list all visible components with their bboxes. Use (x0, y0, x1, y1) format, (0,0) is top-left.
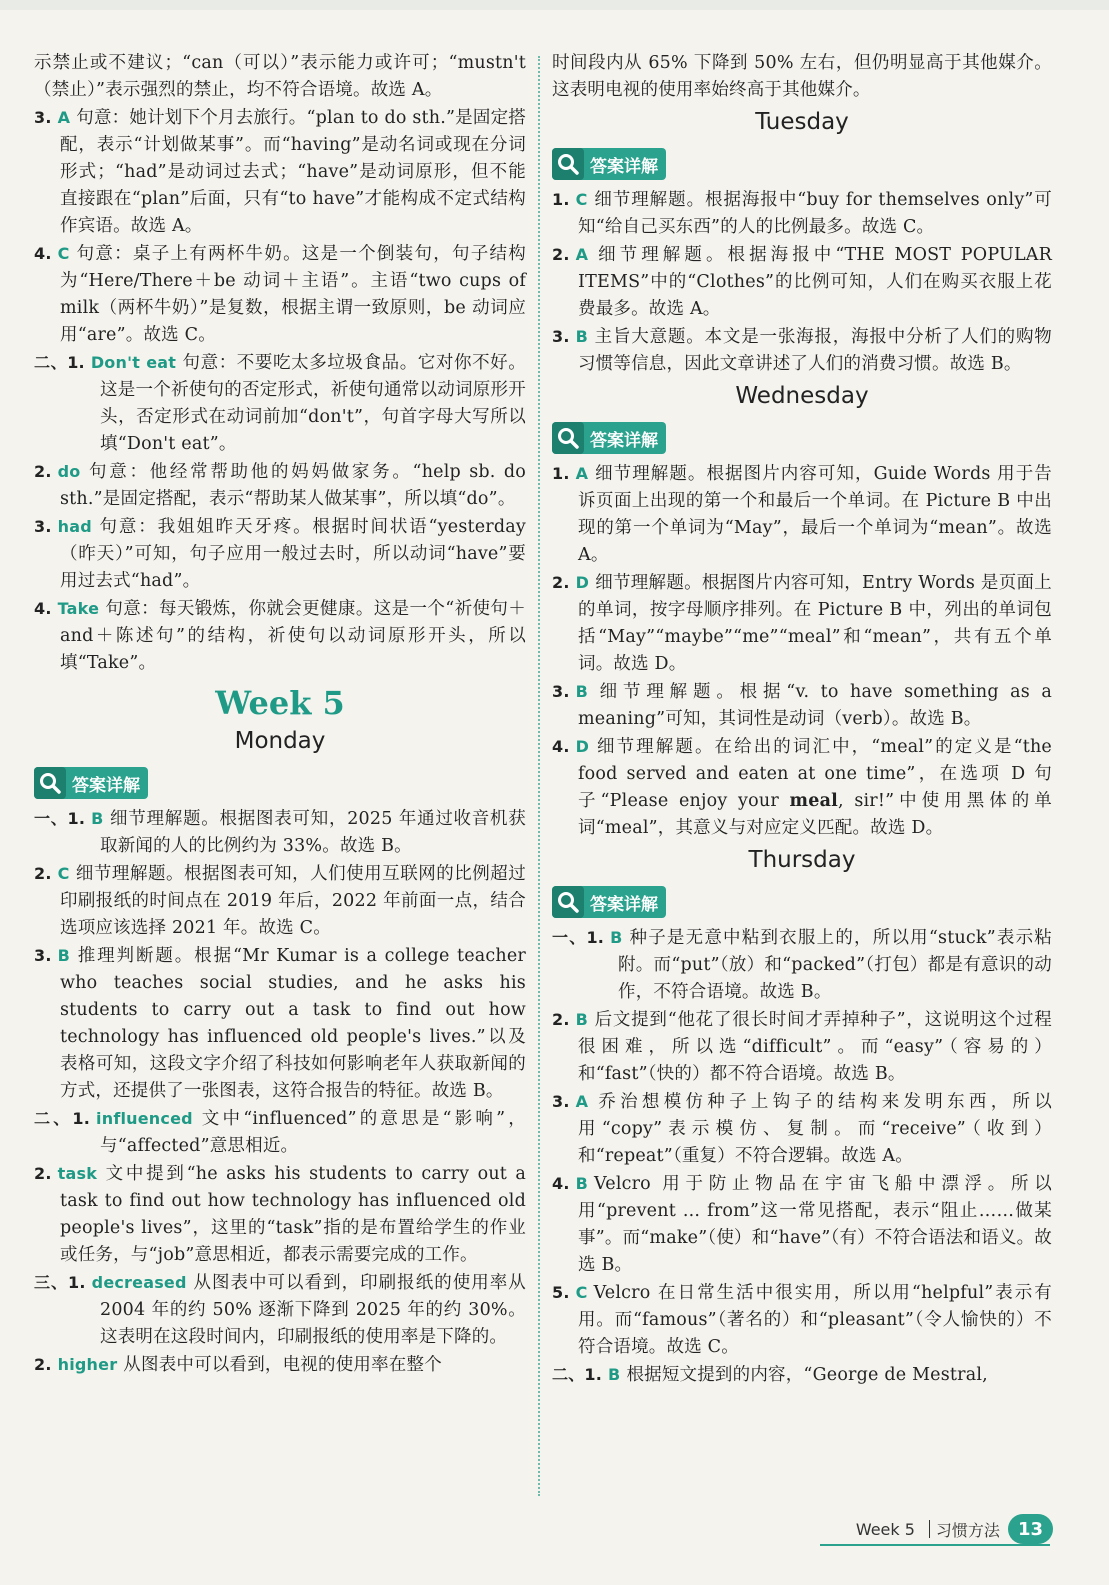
item-answer: B (575, 327, 589, 346)
item-number: 5. (552, 1283, 570, 1302)
footer-week: Week 5 (855, 1519, 915, 1539)
item-explanation-post: , sir!”中使用黑体的单词“meal”，其意义与对应定义匹配。故选 D。 (578, 791, 1052, 838)
left-item-4 (34, 240, 526, 349)
item-answer: B (608, 1365, 621, 1384)
tuesday-title: Tuesday (755, 109, 849, 135)
item-answer: do (57, 462, 81, 481)
item-explanation: 细节理解题。根据图表可知，2025 年通过收音机获取新闻的人的比例约为 33%。故选 B。 (100, 809, 526, 856)
badge-label: 答案详解 (590, 894, 658, 915)
wednesday-title: Wednesday (735, 383, 869, 409)
page-number: 13 (1008, 1514, 1053, 1544)
item-explanation: 句意：她计划下个月去旅行。“plan to do sth.”是固定搭配，表示“计划做某事”。而“having”是动名词或现在分词形式；“had”是动词过去式；“have”是动词原形，但不能直接跟在“plan”后面，只有“to have”才能构成不定式结构作宾语。故选 A。 (60, 108, 526, 236)
item-number: 2. (552, 573, 570, 592)
item-number: 3. (552, 327, 570, 346)
item-explanation: 句意：不要吃太多垃圾食品。它对你不好。这是一个祈使句的否定形式，祈使句通常以动词原形开头，否定形式在动词前加“don't”，句首字母大写所以填“Don't eat”。 (100, 353, 526, 454)
item-answer: B (575, 1174, 589, 1193)
left-section2-item-4 (34, 595, 526, 677)
answer-badge-tuesday (552, 148, 666, 180)
item-answer: higher (57, 1355, 118, 1374)
thursday-item-2 (552, 1006, 1052, 1088)
monday-s2-item-1 (34, 1105, 526, 1160)
footer-separator (929, 1520, 930, 1538)
item-answer: decreased (91, 1273, 187, 1292)
item-number: 1. (67, 809, 86, 828)
item-answer: D (575, 737, 590, 756)
item-number: 2. (34, 1355, 52, 1374)
left-section2-item-1 (34, 349, 526, 458)
item-answer: C (57, 244, 70, 263)
item-answer: C (57, 864, 70, 883)
monday-s2-item-2 (34, 1160, 526, 1269)
badge-label: 答案详解 (590, 430, 658, 451)
answer-badge-wednesday (552, 422, 666, 454)
item-number: 4. (34, 599, 52, 618)
item-answer: C (575, 190, 588, 209)
item-explanation: 根据短文提到的内容，“George de Mestral, (626, 1365, 988, 1385)
item-explanation: Velcro 在日常生活中很实用，所以用“helpful”表示有用。而“famous”（著名的）和“pleasant”（令人愉快的）不符合语境。故选 C。 (578, 1283, 1052, 1357)
item-number: 2. (34, 1164, 52, 1183)
search-icon (552, 886, 584, 918)
search-icon (34, 767, 66, 799)
item-explanation: 从图表中可以看到，印刷报纸的使用率从 2004 年的约 50% 逐渐下降到 2025 年的约 30%。这表明在这段时间内，印刷报纸的使用率是下降的。 (100, 1273, 526, 1347)
column-divider (538, 56, 540, 1496)
item-number: 1. (552, 464, 570, 483)
item-answer: had (57, 517, 92, 536)
item-number: 4. (34, 244, 52, 263)
item-explanation-pre: 细节理解题。在给出的词汇中，“meal”的定义是“the food served and eaten at one time”，在选项 D 句子“Please enjoy your (578, 737, 1052, 811)
item-explanation: 句意：他经常帮助他的妈妈做家务。“help sb. do sth.”是固定搭配，表示“帮助某人做某事”，所以填“do”。 (60, 462, 526, 509)
item-number: 3. (34, 108, 52, 127)
left-section2-item-2 (34, 458, 526, 513)
left-item-3 (34, 104, 526, 240)
item-number: 4. (552, 1174, 570, 1193)
item-explanation: 乔治想模仿种子上钩子的结构来发明东西，所以用“copy”表示模仿、复制。而“receive”（收到）和“repeat”（重复）不符合逻辑。故选 A。 (578, 1092, 1052, 1166)
thursday-item-3 (552, 1088, 1052, 1170)
section-label: 二、 (34, 353, 68, 372)
item-number: 2. (552, 1010, 570, 1029)
footer-line (820, 1544, 1050, 1546)
section-label: 一、 (34, 809, 68, 828)
item-number: 3. (552, 682, 570, 701)
wednesday-item-4 (552, 733, 1052, 842)
item-explanation: Velcro 用于防止物品在宇宙飞船中漂浮。所以用“prevent ... from”这一常见搭配，表示“阻止……做某事”。而“make”（使）和“have”（有）不符合语法和语义。故选 B。 (578, 1174, 1052, 1275)
page-footer (856, 1514, 1053, 1544)
item-explanation: 细节理解题。根据图表可知，人们使用互联网的比例超过印刷报纸的时间点在 2019 年后，2022 年前面一点，结合选项应该选择 2021 年。故选 C。 (60, 864, 526, 938)
item-number: 1. (67, 353, 85, 372)
left-section2-item-3 (34, 513, 526, 595)
monday-s1-item-3 (34, 942, 526, 1105)
badge-label: 答案详解 (590, 156, 658, 177)
thursday-s2-item-1 (552, 1361, 1052, 1389)
monday-s1-item-1 (34, 805, 526, 860)
item-explanation: 句意：每天锻炼，你就会更健康。这是一个“祈使句＋and＋陈述句”的结构，祈使句以动词原形开头，所以填“Take”。 (60, 599, 526, 673)
item-number: 4. (552, 737, 570, 756)
item-explanation: 细节理解题。根据海报中“buy for themselves only”可知“给自己买东西”的人的比例最多。故选 C。 (578, 190, 1052, 237)
item-number: 2. (34, 462, 52, 481)
item-number: 3. (34, 946, 52, 965)
right-intro: 时间段内从 65% 下降到 50% 左右，但仍明显高于其他媒介。这表明电视的使用率始终高于其他媒介。 (552, 53, 1052, 100)
item-explanation: 细节理解题。根据“v. to have something as a meaning”可知，其词性是动词（verb）。故选 B。 (578, 682, 1052, 729)
thursday-title: Thursday (748, 847, 856, 873)
item-number: 2. (34, 864, 52, 883)
item-answer: B (575, 682, 589, 701)
item-answer: influenced (96, 1109, 193, 1128)
section-label: 二、 (34, 1109, 73, 1128)
item-explanation: 从图表中可以看到，电视的使用率在整个 (123, 1355, 442, 1375)
item-answer: task (57, 1164, 98, 1183)
section-label: 三、 (34, 1273, 69, 1292)
item-number: 3. (552, 1092, 570, 1111)
tuesday-item-3 (552, 323, 1052, 378)
item-explanation: 文中“influenced”的意思是“影响”，与“affected”意思相近。 (100, 1109, 526, 1156)
monday-title: Monday (234, 728, 326, 754)
item-explanation: 句意：桌子上有两杯牛奶。这是一个倒装句，句子结构为“Here/There＋be 动词＋主语”。主语“two cups of milk（两杯牛奶）”是复数，根据主谓一致原则，be 动词应用“are”。故选 C。 (60, 244, 526, 345)
bold-word: meal (789, 791, 838, 811)
right-column (552, 50, 1052, 1389)
left-column (34, 50, 526, 1379)
item-explanation: 细节理解题。根据图片内容可知，Entry Words 是页面上的单词，按字母顺序排列。在 Picture B 中，列出的单词包括“May”“maybe”“me”“meal”和“mean”，共有五个单词。故选 D。 (578, 573, 1052, 674)
item-answer: A (575, 1092, 589, 1111)
item-number: 1. (586, 928, 605, 947)
item-answer: B (91, 809, 104, 828)
item-answer: Take (57, 599, 100, 618)
item-answer: A (575, 464, 589, 483)
item-answer: B (57, 946, 71, 965)
item-number: 1. (72, 1109, 91, 1128)
thursday-item-5 (552, 1279, 1052, 1361)
answer-badge-monday (34, 767, 148, 799)
week-title: Week 5 (215, 684, 345, 722)
item-answer: B (575, 1010, 589, 1029)
section-label: 一、 (552, 928, 587, 947)
top-band (0, 0, 1109, 10)
item-explanation: 句意：我姐姐昨天牙疼。根据时间状语“yesterday（昨天）”可知，句子应用一般过去时，所以动词“have”要用过去式“had”。 (60, 517, 526, 591)
monday-s1-item-2 (34, 860, 526, 942)
item-answer: Don't eat (90, 353, 177, 372)
item-number: 1. (68, 1273, 86, 1292)
item-answer: C (575, 1283, 588, 1302)
item-number: 3. (34, 517, 52, 536)
item-explanation: 后文提到“他花了很长时间才弄掉种子”，这说明这个过程很困难，所以选“difficult”。而“easy”（容易的）和“fast”（快的）都不符合语境。故选 B。 (578, 1010, 1052, 1084)
monday-s3-item-2 (34, 1351, 526, 1379)
item-explanation: 文中提到“he asks his students to carry out a task to find out how technology has influenced old people's lives”，这里的“task”指的是布置给学生的作业或任务，与“job”意思相近，都表示需要完成的工作。 (60, 1164, 526, 1265)
item-explanation: 细节理解题。根据图片内容可知，Guide Words 用于告诉页面上出现的第一个和最后一个单词。在 Picture B 中出现的第一个单词为“May”，最后一个单词为“mean”。故选 A。 (578, 464, 1052, 565)
thursday-item-4 (552, 1170, 1052, 1279)
tuesday-item-2 (552, 241, 1052, 323)
search-icon (552, 422, 584, 454)
thursday-item-1 (552, 924, 1052, 1006)
item-explanation: 细节理解题。根据海报中“THE MOST POPULAR ITEMS”中的“Clothes”的比例可知，人们在购买衣服上花费最多。故选 A。 (578, 245, 1052, 319)
wednesday-item-2 (552, 569, 1052, 678)
monday-s3-item-1 (34, 1269, 526, 1351)
search-icon (552, 148, 584, 180)
footer-section: 习惯方法 (935, 1520, 1000, 1540)
item-number: 2. (552, 245, 570, 264)
wednesday-item-1 (552, 460, 1052, 569)
answer-badge-thursday (552, 886, 666, 918)
item-number: 1. (584, 1365, 603, 1384)
item-answer: D (575, 573, 590, 592)
wednesday-item-3 (552, 678, 1052, 733)
left-intro: 示禁止或不建议；“can（可以）”表示能力或许可；“mustn't（禁止）”表示强烈的禁止，均不符合语境。故选 A。 (34, 53, 526, 100)
item-answer: A (57, 108, 71, 127)
item-answer: B (610, 928, 623, 947)
tuesday-item-1 (552, 186, 1052, 241)
item-explanation: 推理判断题。根据“Mr Kumar is a college teacher who teaches social studies, and he asks his students to carry out a task to find out how technology has influenced old people's lives.”以及表格可知，这段文字介绍了科技如何影响老年人获取新闻的方式，还提供了一张图表，这符合报告的特征。故选 B。 (60, 946, 526, 1101)
item-explanation: 种子是无意中粘到衣服上的，所以用“stuck”表示粘附。而“put”（放）和“packed”（打包）都是有意识的动作，不符合语境。故选 B。 (618, 928, 1053, 1002)
item-explanation: 主旨大意题。本文是一张海报，海报中分析了人们的购物习惯等信息，因此文章讲述了人们的消费习惯。故选 B。 (578, 327, 1052, 374)
badge-label: 答案详解 (72, 775, 140, 796)
item-number: 1. (552, 190, 570, 209)
item-answer: A (575, 245, 589, 264)
section-label: 二、 (552, 1365, 585, 1384)
